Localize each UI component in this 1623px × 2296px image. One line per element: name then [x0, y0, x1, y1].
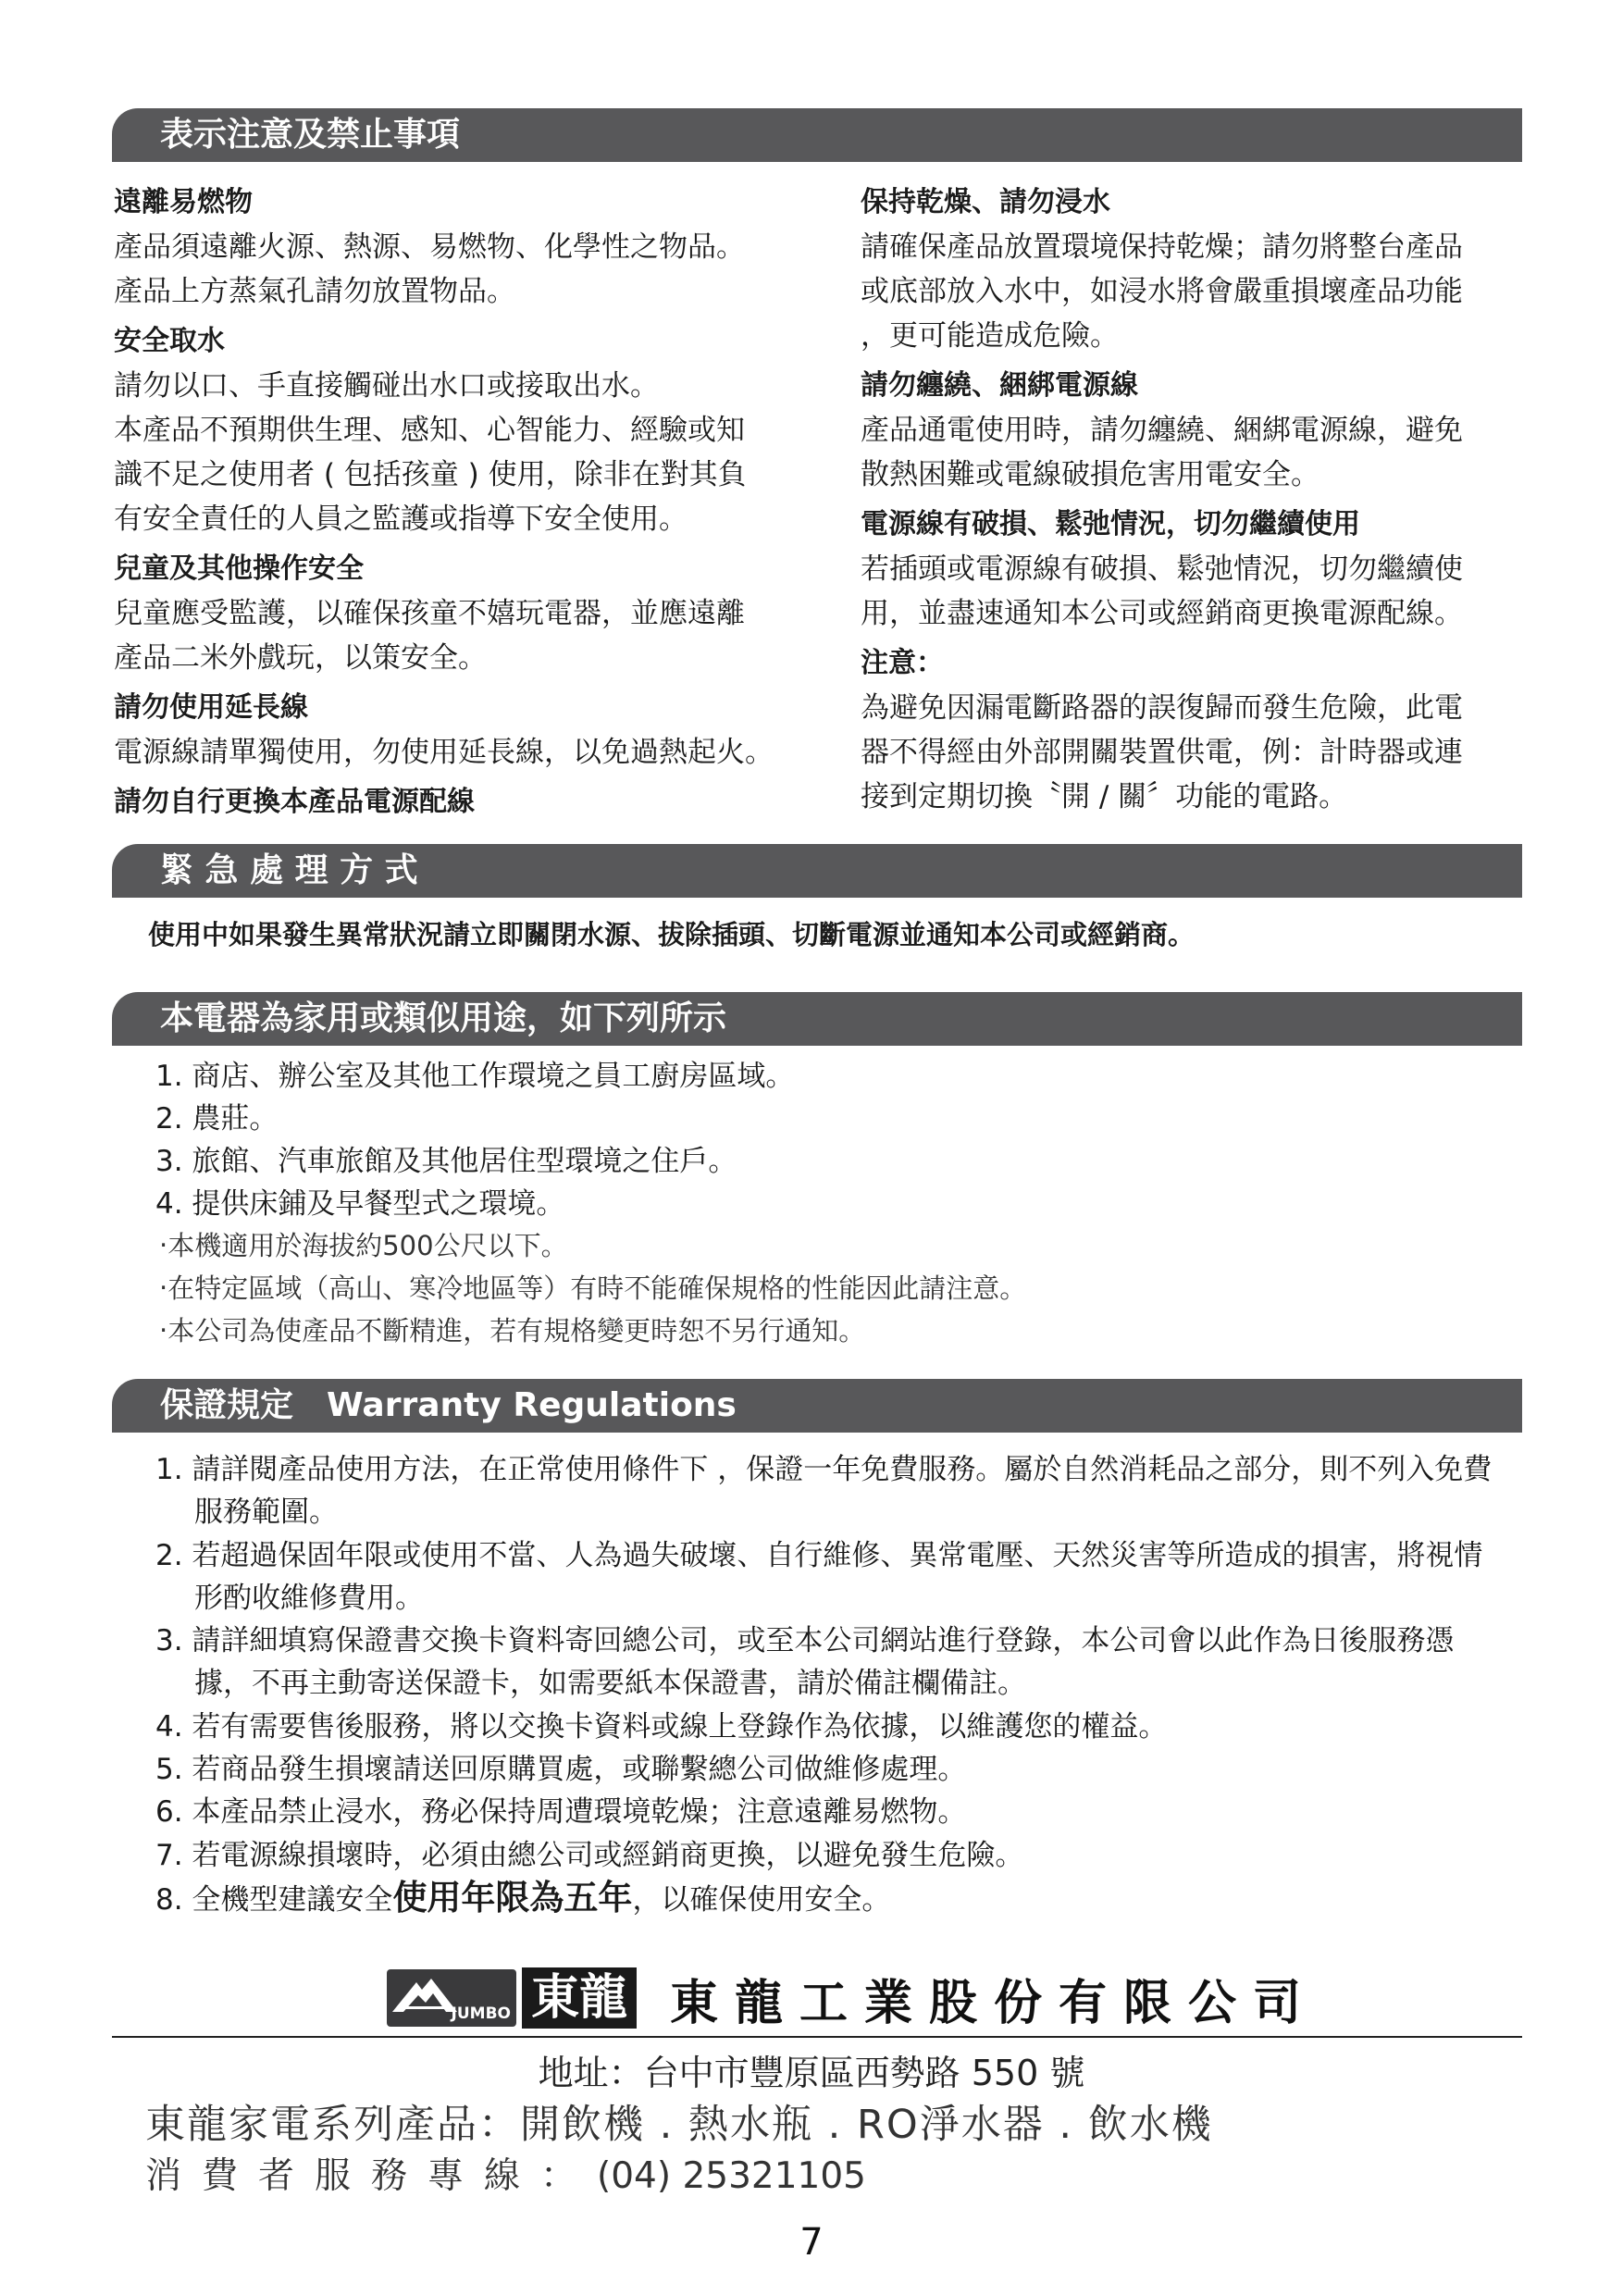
item-title: 安全取水 — [114, 325, 225, 357]
item-line: 兒童應受監護，以確保孩童不嬉玩電器，並應遠離 — [114, 597, 745, 630]
list-item: 7. 若電源線損壞時，必須由總公司或經銷商更換，以避免發生危險。 — [155, 1838, 1024, 1872]
list-item: 2. 若超過保固年限或使用不當、人為過失破壞、自行維修、異常電壓、天然災害等所造成的損害，將視情形酌收維修費用。 — [155, 1538, 1483, 1615]
item-line: 請確保產品放置環境保持乾燥；請勿將整台產品 — [861, 230, 1463, 264]
item-line: 產品通電使用時，請勿纏繞、綑綁電源線，避免 — [861, 414, 1463, 447]
item-line: 若插頭或電源線有破損、鬆弛情況，切勿繼續使 — [861, 552, 1463, 586]
item-emphasis: 使用年限為五年 — [392, 1877, 633, 1917]
item-title: 請勿使用延長線 — [114, 691, 308, 724]
list-item — [155, 1877, 1506, 1921]
hotline-number: (04) 25321105 — [597, 2155, 866, 2197]
item-title: 兒童及其他操作安全 — [114, 552, 364, 585]
item-line: 散熱困難或電線破損危害用電安全。 — [861, 458, 1319, 491]
list-item: 6. 本產品禁止浸水，務必保持周遭環境乾燥；注意遠離易燃物。 — [155, 1795, 967, 1830]
hotline-label: 消費者服務專線： — [145, 2155, 598, 2197]
precautions-right-column — [861, 180, 1527, 819]
item-line: 為避免因漏電斷路器的誤復歸而發生危險，此電 — [861, 691, 1463, 725]
notes — [159, 1224, 1026, 1352]
item-line: 識不足之使用者 ( 包括孩童 ) 使用，除非在對其負 — [114, 458, 747, 491]
section-header-precautions: 表示注意及禁止事項 — [112, 108, 1522, 162]
item-title: 請勿自行更換本產品電源配線 — [114, 786, 475, 818]
item-title: 注意： — [861, 647, 944, 679]
page-number: 7 — [799, 2221, 824, 2264]
item-line: 有安全責任的人員之監護或指導下安全使用。 — [114, 503, 688, 536]
logo-text: JUMBO — [451, 2004, 511, 2023]
item-text: ，以確保使用安全。 — [632, 1882, 891, 1917]
list-item: 1. 商店、辦公室及其他工作環境之員工廚房區域。 — [155, 1060, 795, 1093]
emergency-text: 使用中如果發生異常狀況請立即關閉水源、拔除插頭、切斷電源並通知本公司或經銷商。 — [148, 919, 1196, 950]
section-header-household-use: 本電器為家用或類似用途，如下列所示 — [112, 992, 1522, 1046]
item-text: 8. 全機型建議安全 — [155, 1882, 393, 1917]
item-line: ，更可能造成危險。 — [861, 319, 1119, 353]
list-item: 3. 旅館、汽車旅館及其他居住型環境之住戶。 — [155, 1145, 737, 1178]
company-address: 地址：台中市豐原區西勢路 550 號 — [538, 2053, 1085, 2093]
item-line: 請勿以口、手直接觸碰出水口或接取出水。 — [114, 369, 659, 403]
item-title: 遠離易燃物 — [114, 186, 253, 218]
list-item: 1. 請詳閱產品使用方法，在正常使用條件下 ，保證一年免費服務。屬於自然消耗品之部分，則不列入免費服務範圍。 — [155, 1453, 1493, 1530]
item-title: 請勿纏繞、綑綁電源線 — [861, 369, 1138, 402]
footer-divider — [112, 2036, 1522, 2038]
warranty-list — [155, 1448, 1506, 1921]
note-item: ‧本公司為使產品不斷精進，若有規格變更時恕不另行通知。 — [159, 1315, 866, 1347]
item-title: 保持乾燥、請勿浸水 — [861, 186, 1110, 218]
household-use-list — [155, 1055, 794, 1225]
note-item: ‧本機適用於海拔約500公尺以下。 — [159, 1230, 568, 1261]
item-title: 電源線有破損、鬆弛情況，切勿繼續使用 — [861, 508, 1360, 540]
item-line: 用，並盡速通知本公司或經銷商更換電源配線。 — [861, 597, 1463, 630]
section-header-warranty: 保證規定 Warranty Regulations — [112, 1379, 1522, 1433]
list-item: 4. 提供床鋪及早餐型式之環境。 — [155, 1187, 565, 1221]
item-line: 接到定期切換〝開 / 關〞功能的電路。 — [861, 780, 1348, 813]
item-line: 產品須遠離火源、熱源、易燃物、化學性之物品。 — [114, 230, 745, 264]
product-series: 東龍家電系列產品：開飲機 . 熱水瓶 . RO淨水器 . 飲水機 — [145, 2102, 1213, 2148]
jumbo-logo — [387, 1969, 516, 2027]
list-item: 5. 若商品發生損壞請送回原購買處，或聯繫總公司做維修處理。 — [155, 1753, 967, 1787]
list-item: 4. 若有需要售後服務，將以交換卡資料或線上登錄作為依據，以維護您的權益。 — [155, 1709, 1168, 1744]
brand-mark: 東龍 — [522, 1967, 637, 2029]
company-name: 東龍工業股份有限公司 — [670, 1975, 1319, 2031]
list-item: 2. 農莊。 — [155, 1102, 279, 1136]
list-item: 3. 請詳細填寫保證書交換卡資料寄回總公司，或至本公司網站進行登錄，本公司會以此作為日後服務憑據，不再主動寄送保證卡，如需要紙本保證書，請於備註欄備註。 — [155, 1624, 1455, 1701]
item-line: 或底部放入水中，如浸水將會嚴重損壞產品功能 — [861, 275, 1463, 308]
note-item: ‧在特定區域（高山、寒冷地區等）有時不能確保規格的性能因此請注意。 — [159, 1272, 1027, 1304]
item-line: 電源線請單獨使用，勿使用延長線，以免過熱起火。 — [114, 736, 774, 769]
item-line: 產品上方蒸氣孔請勿放置物品。 — [114, 275, 515, 308]
item-line: 器不得經由外部開關裝置供電，例：計時器或連 — [861, 736, 1463, 769]
dragon-icon — [390, 1975, 459, 2016]
section-header-emergency: 緊 急 處 理 方 式 — [112, 844, 1522, 898]
item-line: 本產品不預期供生理、感知、心智能力、經驗或知 — [114, 414, 745, 447]
precautions-left-column — [114, 180, 845, 825]
service-hotline — [145, 2153, 866, 2201]
item-line: 產品二米外戲玩，以策安全。 — [114, 641, 487, 675]
company-logo-row — [387, 1962, 1318, 2034]
